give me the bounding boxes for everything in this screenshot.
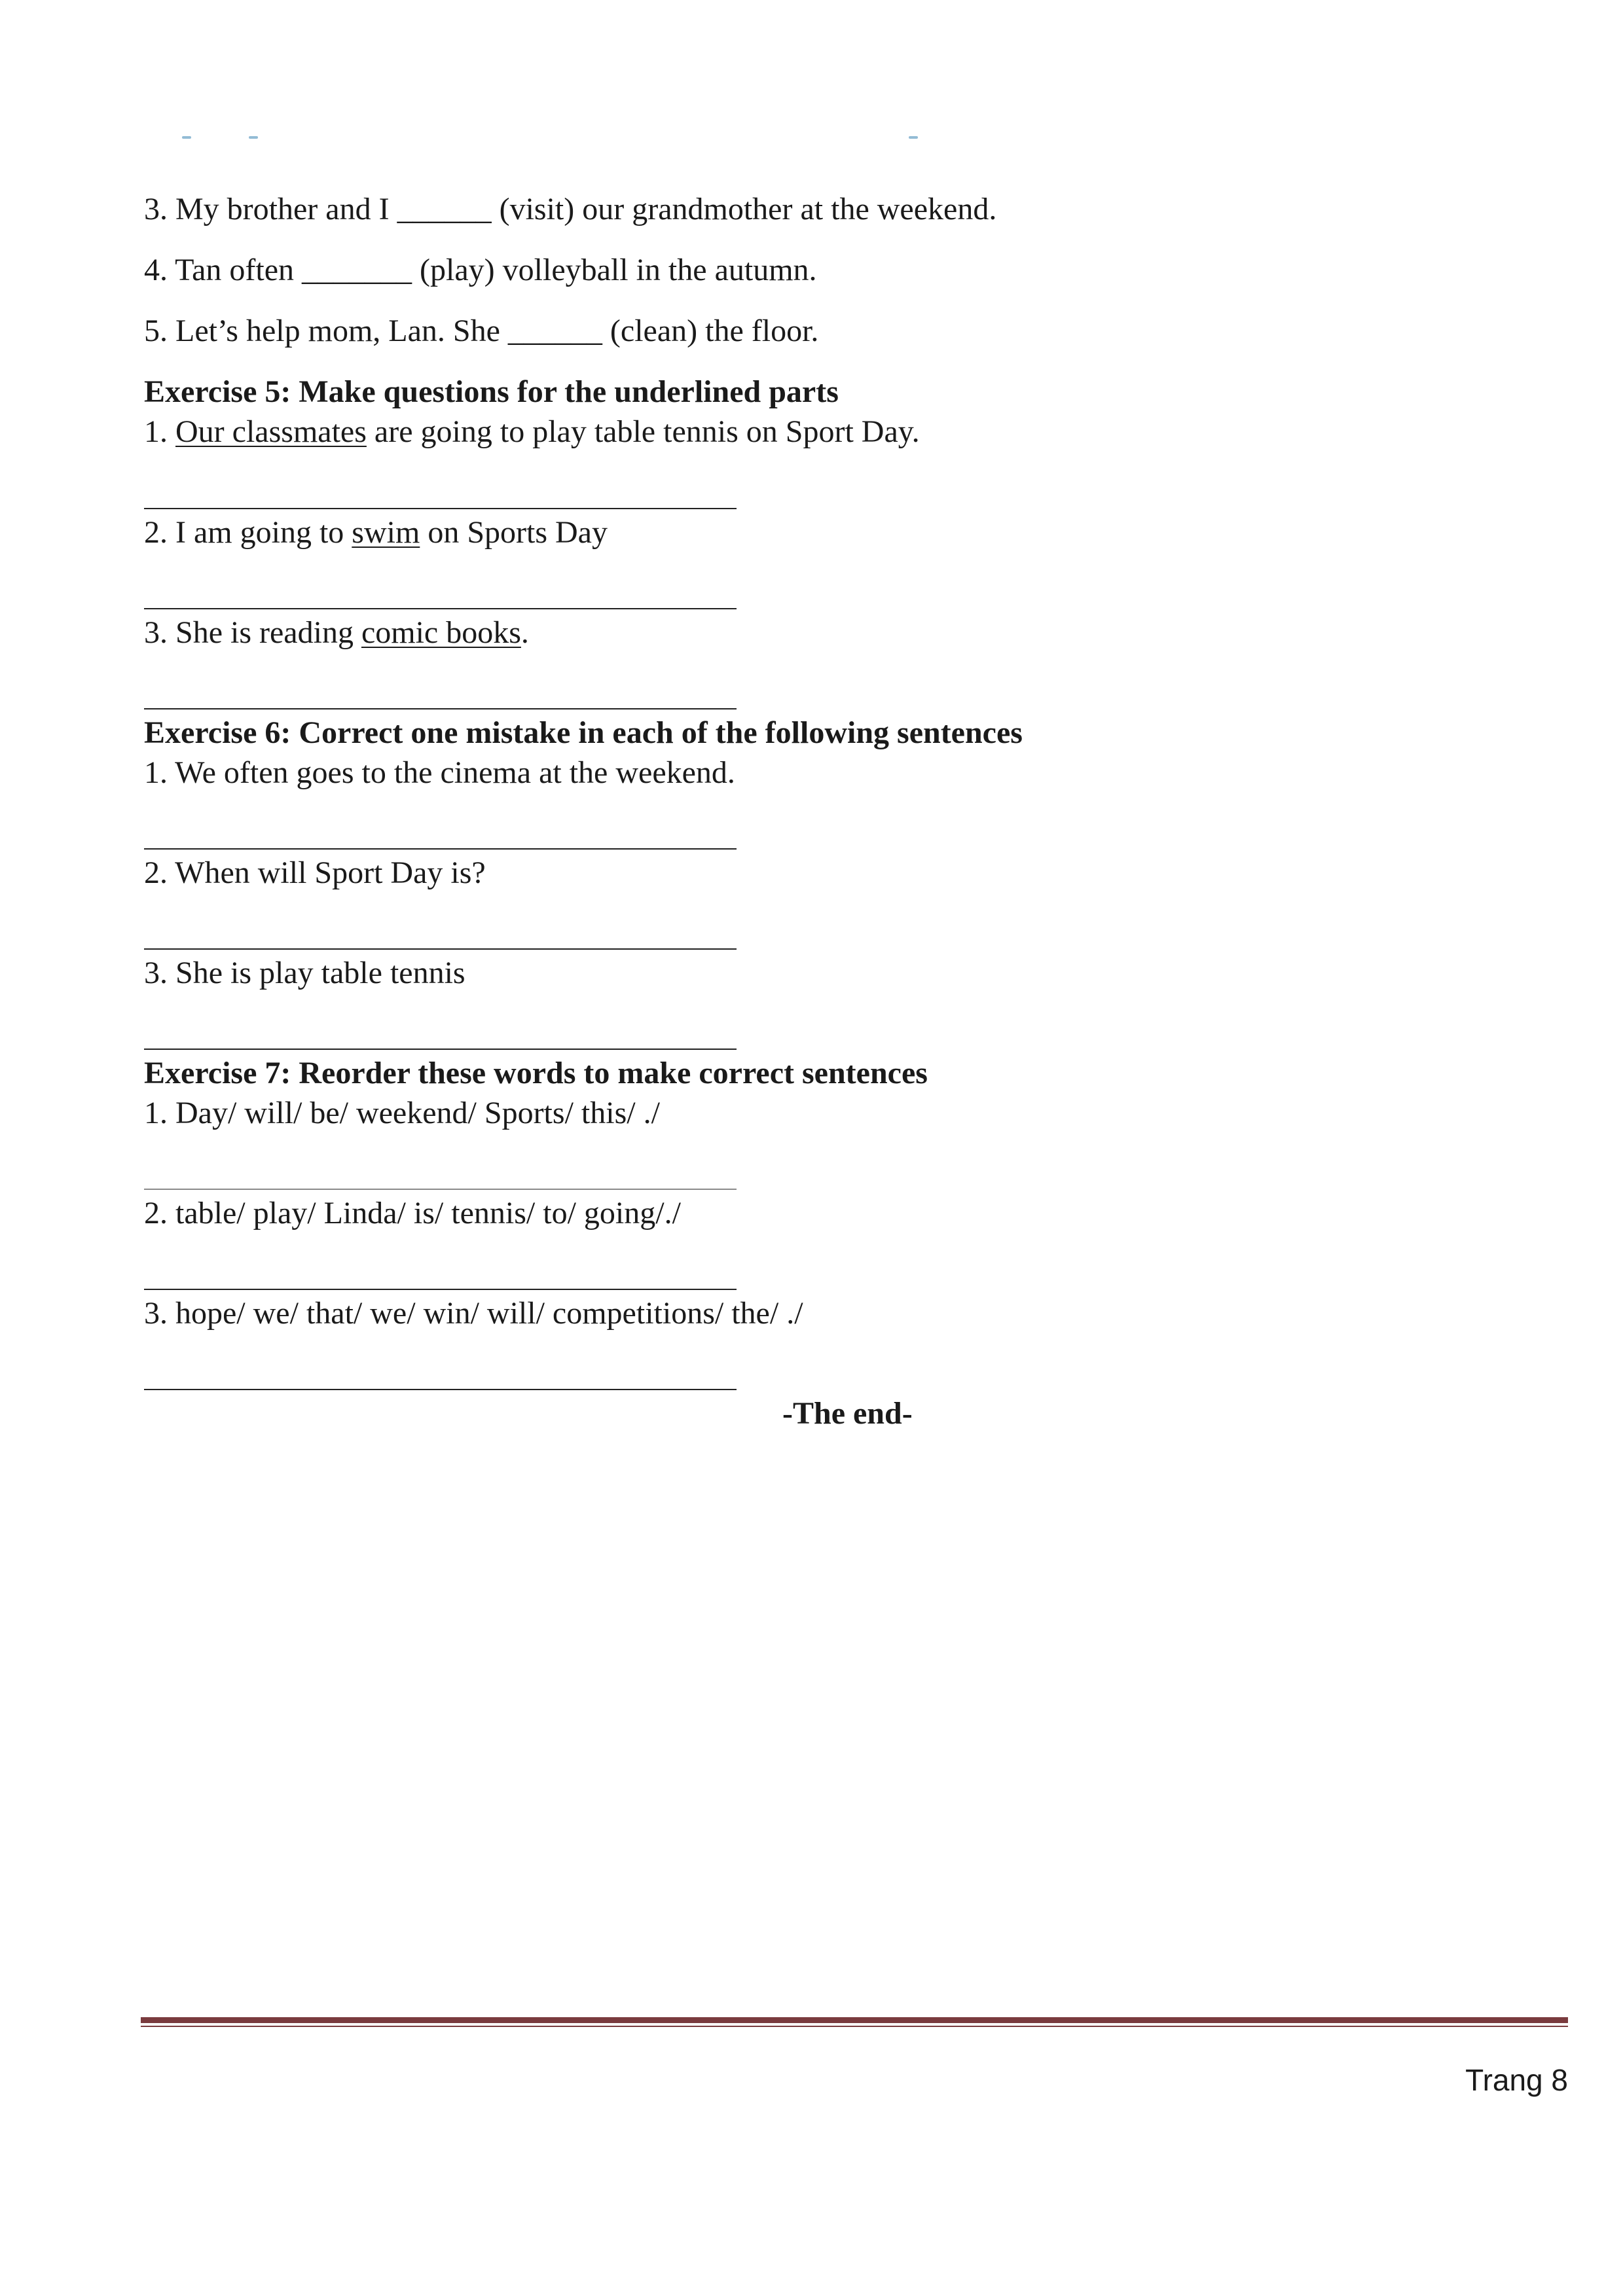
ex4-item-5: 5. Let’s help mom, Lan. She ______ (clean) the floor. [144,314,819,348]
ex7-item-1: 1. Day/ will/ be/ weekend/ Sports/ this/ ./ [144,1096,660,1130]
underlined-part: comic books [361,615,521,650]
footer-divider [141,2017,1568,2027]
ex7-answer-line-1[interactable] [144,1189,737,1190]
ex5-item-3: 3. She is reading comic books. [144,615,529,650]
underlined-part: swim [352,515,420,550]
ex5-item-1: 1. Our classmates are going to play table tennis on Sport Day. [144,414,920,449]
ex6-title: Exercise 6: Correct one mistake in each of the following sentences [144,715,1023,750]
end-marker: -The end- [782,1396,913,1431]
page-number: Trang 8 [1465,2063,1568,2097]
ex4-item-3: 3. My brother and I ______ (visit) our grandmother at the weekend. [144,192,997,226]
ex7-item-2: 2. table/ play/ Linda/ is/ tennis/ to/ going/./ [144,1196,681,1230]
ex6-item-1: 1. We often goes to the cinema at the weekend. [144,755,735,790]
ex7-title: Exercise 7: Reorder these words to make correct sentences [144,1056,928,1090]
ex5-answer-line-3[interactable] [144,708,737,709]
ex7-answer-line-3[interactable] [144,1389,737,1390]
ex6-answer-line-1[interactable] [144,848,737,850]
ex7-item-3: 3. hope/ we/ that/ we/ win/ will/ competitions/ the/ ./ [144,1296,803,1331]
ex6-answer-line-3[interactable] [144,1049,737,1050]
ex7-answer-line-2[interactable] [144,1289,737,1290]
top-edge-marks [144,136,956,141]
ex6-item-3: 3. She is play table tennis [144,956,465,990]
ex4-item-4: 4. Tan often _______ (play) volleyball in the autumn. [144,253,817,287]
ex5-title: Exercise 5: Make questions for the underlined parts [144,374,839,409]
ex5-answer-line-1[interactable] [144,508,737,509]
ex6-answer-line-2[interactable] [144,948,737,950]
ex5-answer-line-2[interactable] [144,608,737,609]
underlined-part: Our classmates [175,414,367,449]
ex6-item-2: 2. When will Sport Day is? [144,855,486,890]
ex5-item-2: 2. I am going to swim on Sports Day [144,515,608,550]
